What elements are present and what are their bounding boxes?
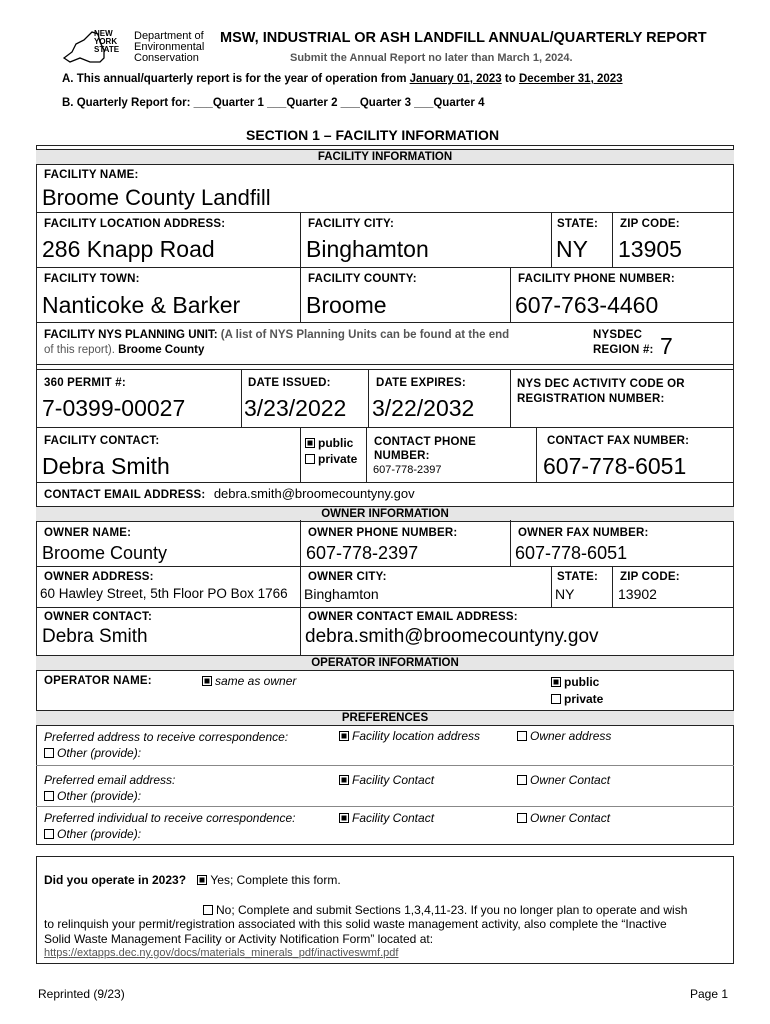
permit-label: 360 PERMIT #: [44, 377, 126, 389]
phone-value[interactable]: 607-763-4460 [515, 292, 659, 318]
contact-fax-value[interactable]: 607-778-6051 [543, 453, 687, 479]
expires-value[interactable]: 3/22/2032 [372, 395, 475, 421]
permit-value[interactable]: 7-0399-00027 [42, 395, 186, 421]
pref-question: Preferred address to receive correspondence: [44, 730, 289, 744]
line-a-from[interactable]: January 01, 2023 [409, 73, 502, 85]
pref-opt2-label: Owner address [530, 729, 612, 743]
phone-label: FACILITY PHONE NUMBER: [518, 273, 675, 285]
region-label-2: REGION #: [593, 344, 654, 356]
owner-email-label: OWNER CONTACT EMAIL ADDRESS: [308, 611, 518, 623]
region-label-1: NYSDEC [593, 329, 643, 341]
line-a-to[interactable]: December 31, 2023 [518, 73, 623, 85]
owner-fax-value[interactable]: 607-778-6051 [515, 543, 628, 563]
operate-question: Did you operate in 2023? [44, 873, 187, 887]
nys-logo [60, 28, 130, 68]
pref-other-checkbox[interactable] [44, 748, 54, 758]
public-checkbox[interactable] [305, 438, 315, 448]
owner-address-label: OWNER ADDRESS: [44, 571, 154, 583]
planning-label: FACILITY NYS PLANNING UNIT: [44, 329, 218, 341]
zip-label: ZIP CODE: [620, 218, 680, 230]
same-as-owner-checkbox[interactable] [202, 676, 212, 686]
contact-fax-label: CONTACT FAX NUMBER: [547, 435, 690, 447]
pref-opt2-label: Owner Contact [530, 811, 611, 825]
owner-city-label: OWNER CITY: [308, 571, 387, 583]
city-label: FACILITY CITY: [308, 218, 395, 230]
owner-zip-value[interactable]: 13902 [618, 586, 657, 602]
operator-info-band: OPERATOR INFORMATION [36, 655, 734, 671]
owner-contact-value[interactable]: Debra Smith [42, 626, 148, 647]
owner-info-band: OWNER INFORMATION [36, 506, 734, 522]
private-option[interactable] [305, 451, 357, 467]
pref-opt1-checkbox[interactable] [339, 775, 349, 785]
planning-value[interactable]: Broome County [118, 344, 205, 356]
issued-value[interactable]: 3/23/2022 [244, 395, 347, 421]
pref-row-individual [44, 810, 295, 842]
pref-individual-opt2[interactable] [517, 811, 610, 825]
pref-row-email [44, 772, 175, 804]
line-a-to-word: to [504, 73, 516, 85]
pref-question: Preferred individual to receive correspondence: [44, 811, 296, 825]
same-as-owner-option[interactable] [202, 674, 296, 688]
pref-other-label: Other (provide): [57, 789, 142, 803]
operator-private-checkbox[interactable] [551, 694, 561, 704]
pref-email-opt1[interactable] [339, 773, 434, 787]
facility-info-band: FACILITY INFORMATION [36, 149, 734, 165]
facility-name-value[interactable]: Broome County Landfill [42, 185, 271, 210]
pref-opt1-label: Facility Contact [352, 811, 435, 825]
private-label: private [318, 452, 358, 466]
owner-city-value[interactable]: Binghamton [304, 586, 379, 602]
pref-opt1-checkbox[interactable] [339, 813, 349, 823]
owner-phone-value[interactable]: 607-778-2397 [306, 543, 419, 563]
operate-yes-row [44, 873, 341, 887]
contact-phone-label-1: CONTACT PHONE [374, 436, 477, 448]
line-a [62, 73, 623, 85]
page-number: Page 1 [690, 987, 729, 1001]
line-a-prefix: A. This annual/quarterly report is for the year of operation from [62, 73, 407, 85]
operator-public-label: public [564, 675, 600, 689]
activity-label-2: REGISTRATION NUMBER: [517, 393, 665, 405]
county-value[interactable]: Broome [306, 292, 387, 318]
pref-other-label: Other (provide): [57, 746, 142, 760]
report-title: MSW, INDUSTRIAL OR ASH LANDFILL ANNUAL/QUARTERLY REPORT [220, 30, 707, 46]
same-as-owner-label: same as owner [215, 674, 297, 688]
pref-opt2-checkbox[interactable] [517, 775, 527, 785]
pref-other-label: Other (provide): [57, 827, 142, 841]
operator-public-option[interactable] [551, 674, 603, 691]
contact-email-row [44, 485, 415, 503]
private-checkbox[interactable] [305, 454, 315, 464]
owner-fax-label: OWNER FAX NUMBER: [518, 527, 649, 539]
pref-row-address [44, 729, 288, 761]
operate-no-line2: to relinquish your permit/registration associated with this solid waste management activity, also complete the “Inactive [44, 917, 667, 931]
owner-phone-label: OWNER PHONE NUMBER: [308, 527, 458, 539]
report-subtitle: Submit the Annual Report no later than March 1, 2024. [290, 52, 573, 64]
logo-text: NEW YORK STATE [94, 29, 120, 54]
inactive-form-link[interactable]: https://extapps.dec.ny.gov/docs/materials_minerals_pdf/inactiveswmf.pdf [44, 947, 399, 959]
pref-individual-opt1[interactable] [339, 811, 434, 825]
pref-opt1-label: Facility Contact [352, 773, 435, 787]
pref-other-option[interactable] [44, 826, 295, 842]
contact-phone-label-2: NUMBER: [374, 450, 430, 462]
contact-label: FACILITY CONTACT: [44, 435, 160, 447]
city-value[interactable]: Binghamton [306, 236, 429, 262]
operate-yes-label: Yes; Complete this form. [210, 873, 341, 887]
contact-phone-value[interactable]: 607-778-2397 [373, 464, 442, 476]
owner-email-value[interactable]: debra.smith@broomecountyny.gov [305, 626, 599, 647]
planning-note2: of this report). [44, 344, 115, 356]
preferences-band: PREFERENCES [36, 710, 734, 726]
town-label: FACILITY TOWN: [44, 273, 140, 285]
owner-state-label: STATE: [557, 571, 599, 583]
contact-email-label: CONTACT EMAIL ADDRESS: [44, 489, 206, 501]
pref-address-opt1[interactable] [339, 729, 480, 743]
pref-opt2-label: Owner Contact [530, 773, 611, 787]
expires-label: DATE EXPIRES: [376, 377, 466, 389]
operate-no-line1: No; Complete and submit Sections 1,3,4,11-23. If you no longer plan to operate and wish [216, 903, 688, 917]
owner-zip-label: ZIP CODE: [620, 571, 680, 583]
owner-contact-label: OWNER CONTACT: [44, 611, 152, 623]
agency-line-1: Department of [134, 30, 204, 42]
operate-yes-option[interactable] [197, 873, 340, 887]
region-value[interactable]: 7 [660, 333, 673, 359]
pref-opt1-label: Facility location address [352, 729, 481, 743]
agency-line-3: Conservation [134, 52, 199, 64]
operate-no-checkbox[interactable] [203, 905, 213, 915]
owner-address-value[interactable]: 60 Hawley Street, 5th Floor PO Box 1766 [40, 586, 288, 601]
facility-name-label: FACILITY NAME: [44, 169, 139, 181]
owner-name-value[interactable]: Broome County [42, 543, 168, 563]
state-value[interactable]: NY [556, 236, 588, 262]
town-value[interactable]: Nanticoke & Barker [42, 292, 241, 318]
pref-opt1-checkbox[interactable] [339, 731, 349, 741]
pref-other-checkbox[interactable] [44, 791, 54, 801]
operator-private-option[interactable] [551, 691, 603, 708]
state-label: STATE: [557, 218, 599, 230]
public-label: public [318, 436, 354, 450]
agency-line-2: Environmental [134, 41, 205, 53]
contact-phone-label [374, 435, 476, 463]
operator-name-label: OPERATOR NAME: [44, 675, 152, 687]
region-label [593, 328, 654, 358]
operator-type [551, 674, 603, 708]
planning-unit [44, 328, 584, 358]
county-label: FACILITY COUNTY: [308, 273, 417, 285]
operate-yes-checkbox[interactable] [197, 875, 207, 885]
section1-title: SECTION 1 – FACILITY INFORMATION [246, 127, 500, 143]
pref-other-checkbox[interactable] [44, 829, 54, 839]
pref-address-opt2[interactable] [517, 729, 611, 743]
planning-note: (A list of NYS Planning Units can be found at the end [220, 329, 510, 341]
owner-state-value[interactable]: NY [555, 586, 575, 602]
issued-label: DATE ISSUED: [248, 377, 331, 389]
pref-other-option[interactable] [44, 745, 288, 761]
pref-opt2-checkbox[interactable] [517, 731, 527, 741]
agency-name [134, 31, 204, 64]
pref-other-option[interactable] [44, 788, 175, 804]
operate-no-option[interactable] [203, 903, 687, 917]
operate-no-line3: Solid Waste Management Facility or Activity Notification Form” located at: [44, 931, 434, 946]
zip-value[interactable]: 13905 [618, 236, 682, 262]
contact-type [305, 435, 357, 467]
activity-label [517, 377, 685, 407]
operate-no-details [44, 917, 734, 961]
contact-email-value[interactable]: debra.smith@broomecountyny.gov [213, 486, 415, 501]
owner-name-label: OWNER NAME: [44, 527, 132, 539]
pref-email-opt2[interactable] [517, 773, 610, 787]
activity-label-1: NYS DEC ACTIVITY CODE OR [517, 378, 685, 390]
contact-value[interactable]: Debra Smith [42, 453, 170, 479]
public-option[interactable] [305, 435, 357, 451]
operator-public-checkbox[interactable] [551, 677, 561, 687]
line-b: B. Quarterly Report for: ___Quarter 1 ___Quarter 2 ___Quarter 3 ___Quarter 4 [62, 97, 485, 109]
pref-question: Preferred email address: [44, 773, 176, 787]
reprinted-date: Reprinted (9/23) [38, 987, 125, 1001]
pref-opt2-checkbox[interactable] [517, 813, 527, 823]
location-label: FACILITY LOCATION ADDRESS: [44, 218, 226, 230]
location-value[interactable]: 286 Knapp Road [42, 236, 215, 262]
operator-private-label: private [564, 692, 604, 706]
